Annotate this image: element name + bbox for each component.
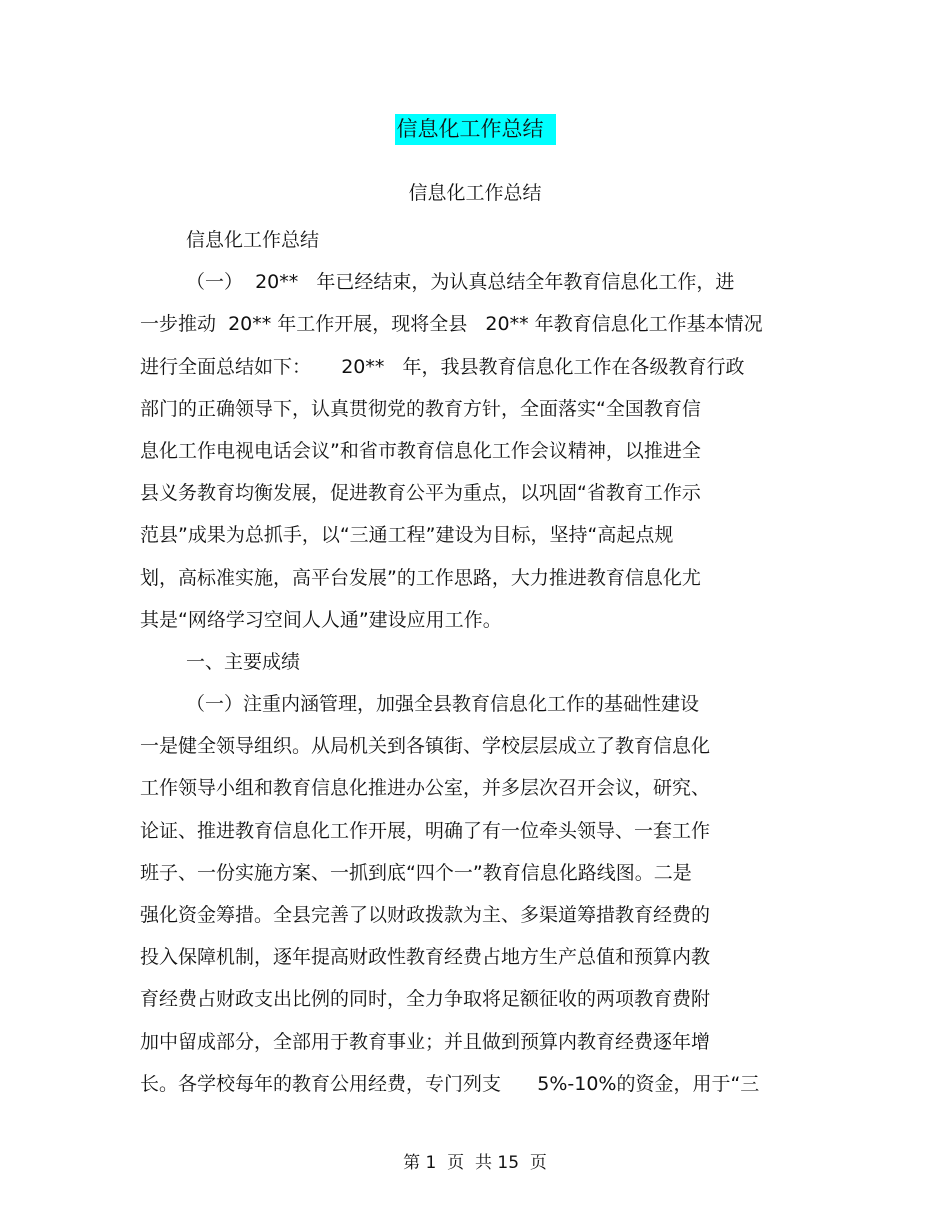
paragraph-line: 加中留成部分，全部用于教育事业；并且做到预算内教育经费逐年增	[140, 1030, 711, 1053]
subsection-heading: （一）注重内涵管理，加强全县教育信息化工作的基础性建设	[186, 693, 700, 716]
paragraph-line: 部门的正确领导下，认真贯彻党的教育方针，全面落实“全国教育信	[140, 397, 701, 420]
paragraph-line: 进行全面总结如下： 20** 年，我县教育信息化工作在各级教育行政	[140, 355, 745, 378]
paragraph-line: 一是健全领导组织。从局机关到各镇街、学校层层成立了教育信息化	[140, 735, 711, 758]
section-heading: 一、主要成绩	[186, 650, 301, 673]
paragraph-line: 班子、一份实施方案、一抓到底“四个一”教育信息化路线图。二是	[140, 861, 692, 884]
document-body	[140, 219, 790, 1105]
paragraph-line: 投入保障机制，逐年提高财政性教育经费占地方生产总值和预算内教	[140, 946, 711, 969]
paragraph-line: 其是“网络学习空间人人通”建设应用工作。	[140, 608, 502, 631]
paragraph-line: 息化工作电视电话会议”和省市教育信息化工作会议精神，以推进全	[140, 439, 701, 462]
paragraph-line: 论证、推进教育信息化工作开展，明确了有一位牵头领导、一套工作	[140, 819, 711, 842]
paragraph-line: 一步推动 20** 年工作开展，现将全县 20** 年教育信息化工作基本情况	[140, 313, 763, 336]
paragraph-line: 长。各学校每年的教育公用经费，专门列支 5%-10%的资金，用于“三	[140, 1072, 760, 1095]
paragraph-line: 划，高标准实施，高平台发展”的工作思路，大力推进教育信息化尤	[140, 566, 701, 589]
document-subtitle: 信息化工作总结	[408, 182, 542, 204]
document-title: 信息化工作总结	[395, 114, 556, 145]
page-footer: 第 1 页 共 15 页	[403, 1153, 547, 1173]
paragraph-line: 育经费占财政支出比例的同时，全力争取将足额征收的两项教育费附	[140, 988, 711, 1011]
body-heading-line: 信息化工作总结	[186, 229, 320, 251]
paragraph-line: 范县”成果为总抓手，以“三通工程”建设为目标，坚持“高起点规	[140, 524, 674, 547]
paragraph-line: 县义务教育均衡发展，促进教育公平为重点，以巩固“省教育工作示	[140, 482, 701, 505]
title-container	[0, 114, 950, 145]
paragraph-line: （一） 20** 年已经结束，为认真总结全年教育信息化工作，进	[186, 271, 735, 294]
paragraph-line: 强化资金筹措。全县完善了以财政拨款为主、多渠道筹措教育经费的	[140, 904, 711, 926]
paragraph-line: 工作领导小组和教育信息化推进办公室，并多层次召开会议，研究、	[140, 777, 711, 800]
